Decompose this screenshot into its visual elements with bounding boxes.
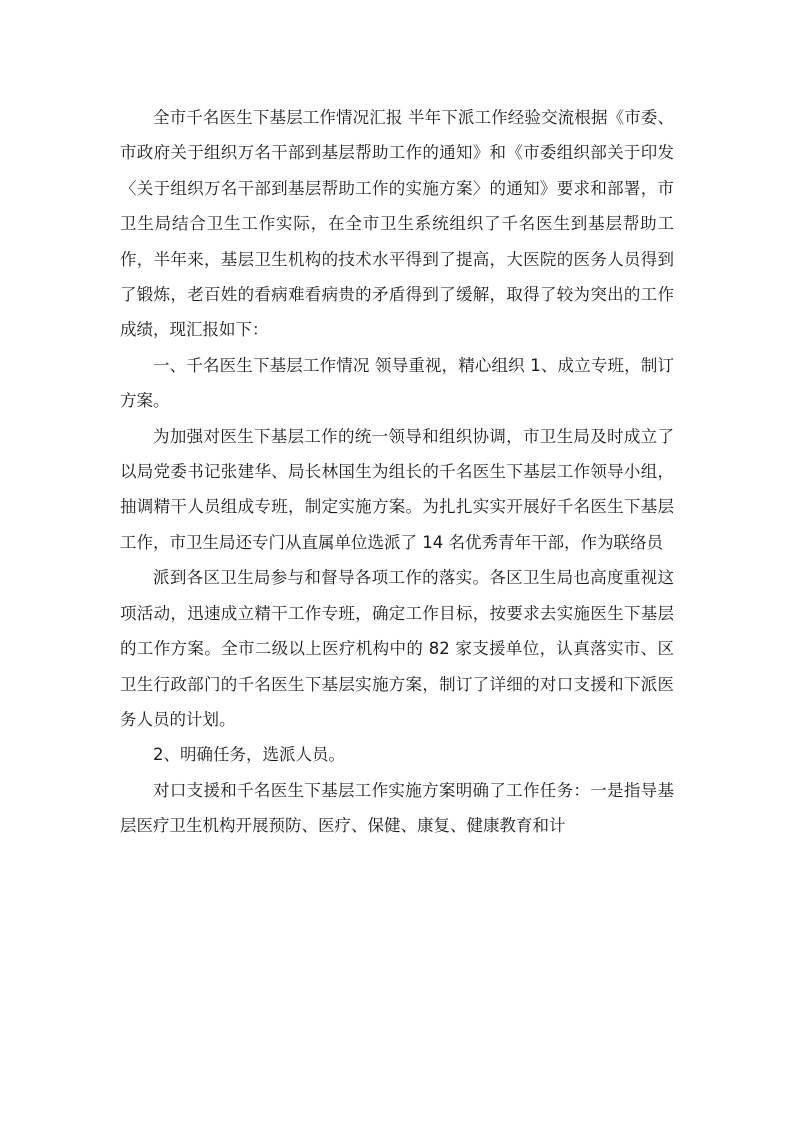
paragraph-task-details: 对口支援和千名医生下基层工作实施方案明确了工作任务：一是指导基层医疗卫生机构开展预防、医疗、保健、康复、健康教育和计 [120, 780, 674, 836]
paragraph-leadership: 为加强对医生下基层工作的统一领导和组织协调，市卫生局及时成立了以局党委书记张建华、局长林国生为组长的千名医生下基层工作领导小组，抽调精干人员组成专班，制定实施方案。为扎扎实实开展好千名医生下基层工作，市卫生局还专门从直属单位选派了 14 名优秀青年干部，作为联络员 [120, 426, 674, 552]
paragraph-district-implementation: 派到各区卫生局参与和督导各项工作的落实。各区卫生局也高度重视这项活动，迅速成立精干工作专班，确定工作目标，按要求去实施医生下基层的工作方案。全市二级以上医疗机构中的 82 家支援单位，认真落实市、区卫生行政部门的千名医生下基层实施方案，制订了详细的对口支援和下派医务人员的计划。 [120, 568, 674, 729]
paragraph-task-heading: 2、明确任务，选派人员。 [153, 745, 345, 765]
document-body [120, 100, 674, 844]
paragraph-section-one-heading: 一、千名医生下基层工作情况 领导重视，精心组织 1、成立专班，制订方案。 [120, 355, 674, 411]
paragraph-intro: 全市千名医生下基层工作情况汇报 半年下派工作经验交流根据《市委、市政府关于组织万名干部到基层帮助工作的通知》和《市委组织部关于印发〈关于组织万名干部到基层帮助工作的实施方案〉的通知》要求和部署，市卫生局结合卫生工作实际，在全市卫生系统组织了千名医生到基层帮助工作，半年来，基层卫生机构的技术水平得到了提高，大医院的医务人员得到了锻炼，老百姓的看病难看病贵的矛盾得到了缓解，取得了较为突出的工作成绩，现汇报如下： [120, 108, 674, 340]
